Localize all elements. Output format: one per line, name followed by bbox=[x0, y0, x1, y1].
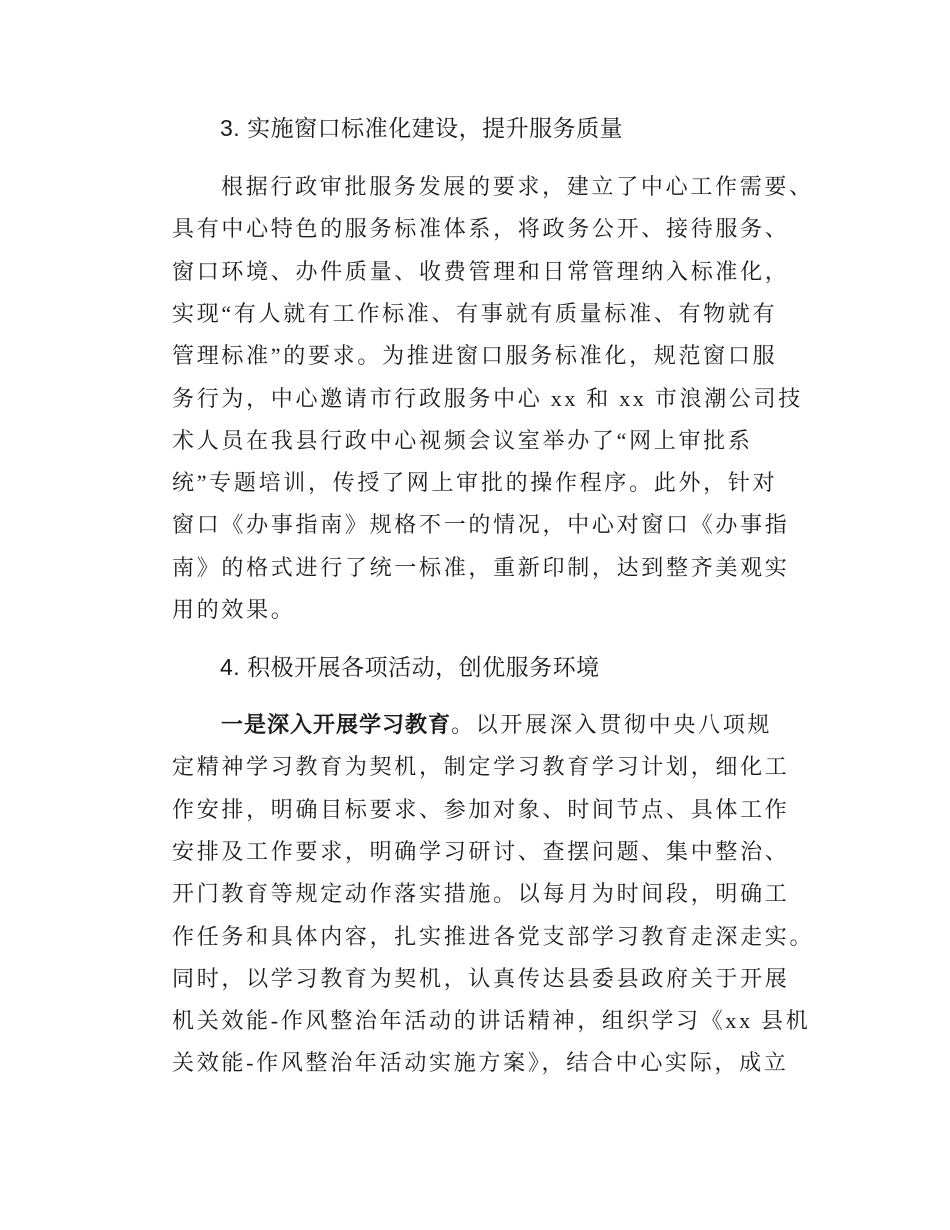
text-line: 管理标准”的要求。为推进窗口服务标准化，规范窗口服 bbox=[172, 343, 778, 369]
text-line: 务行为，中心邀请市行政服务中心 xx 和 xx 市浪潮公司技 bbox=[172, 385, 804, 411]
text-line: 定精神学习教育为契机，制定学习教育学习计划，细化工 bbox=[172, 754, 790, 780]
text-line: 窗口《办事指南》规格不一的情况，中心对窗口《办事指 bbox=[172, 512, 790, 538]
text-line: 南》的格式进行了统一标准，重新印制，达到整齐美观实 bbox=[172, 554, 790, 580]
text-line: 开门教育等规定动作落实措施。以每月为时间段，明确工 bbox=[172, 881, 790, 907]
section-3-heading: 3. 实施窗口标准化建设，提升服务质量 bbox=[220, 115, 624, 141]
text-line: 窗口环境、办件质量、收费管理和日常管理纳入标准化， bbox=[172, 258, 790, 284]
text-line: 安排及工作要求，明确学习研讨、查摆问题、集中整治、 bbox=[172, 838, 790, 864]
text-line: 术人员在我县行政中心视频会议室举办了“网上审批系 bbox=[172, 427, 753, 453]
text-line: 根据行政审批服务发展的要求，建立了中心工作需要、 bbox=[221, 174, 814, 199]
text-line: 同时，以学习教育为契机，认真传达县委县政府关于开展 bbox=[172, 965, 790, 991]
text-line: 机关效能-作风整治年活动的讲话精神，组织学习《xx 县机 bbox=[172, 1008, 811, 1034]
text-line: 作任务和具体内容，扎实推进各党支部学习教育走深走实。 bbox=[172, 923, 815, 949]
lead-rest-text: 。以开展深入贯彻中央八项规 bbox=[451, 712, 773, 737]
text-line: 作安排，明确目标要求、参加对象、时间节点、具体工作 bbox=[172, 796, 790, 822]
text-line: 具有中心特色的服务标准体系，将政务公开、接待服务、 bbox=[172, 216, 790, 242]
text-line: 统”专题培训，传授了网上审批的操作程序。此外，针对 bbox=[172, 470, 778, 496]
section-4-heading: 4. 积极开展各项活动，创优服务环境 bbox=[220, 654, 600, 680]
text-line: 关效能-作风整治年活动实施方案》，结合中心实际，成立 bbox=[172, 1050, 789, 1076]
lead-bold-text: 一是深入开展学习教育 bbox=[221, 712, 452, 737]
section-4-lead-line bbox=[221, 710, 772, 740]
text-line: 实现“有人就有工作标准、有事就有质量标准、有物就有 bbox=[172, 300, 778, 326]
text-line: 用的效果。 bbox=[172, 597, 296, 622]
